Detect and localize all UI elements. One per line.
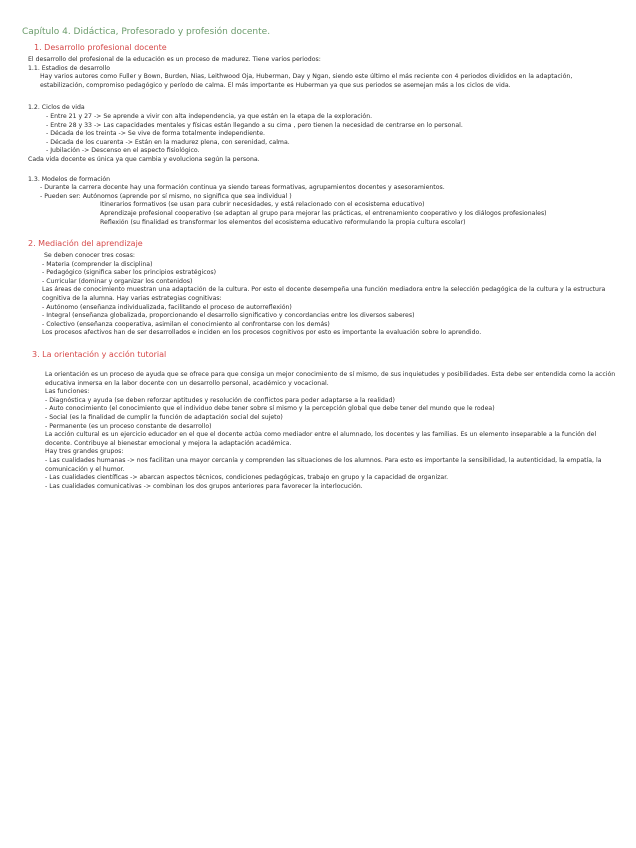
strategy-item: - Colectivo (enseñanza cooperativa, asimilan el conocimiento al confrontarse con los demás) — [42, 320, 330, 328]
subsection-1-2-title: 1.2. Ciclos de vida — [28, 104, 85, 112]
section-2-title: 2. Mediación del aprendizaje — [28, 239, 143, 249]
cycle-item: - Década de los cuarenta -> Están en la madurez plena, con serenidad, calma. — [46, 138, 290, 146]
cycle-item: - Década de los treinta -> Se vive de forma totalmente independiente. — [46, 130, 266, 138]
strategy-item: - Integral (enseñanza globalizada, proporcionando el desarrollo significativo y concordancias entre los diversos saberes) — [42, 312, 415, 320]
subsection-1-1-title: 1.1. Estadios de desarrollo — [28, 64, 111, 72]
model-item: - Pueden ser: Autónomos (aprende por sí mismo, no significa que sea individual ) — [40, 192, 292, 200]
group-item: - Las cualidades científicas -> abarcan aspectos técnicos, condiciones pedagógicas, trabajo en grupo y la capacidad de organizar. — [45, 474, 449, 482]
function-item: - Permanente (es un proceso constante de desarrollo) — [45, 422, 212, 430]
function-item: - Social (es la finalidad de cumplir la función de adaptación social del sujeto) — [45, 414, 283, 421]
section-2-line: Se deben conocer tres cosas: — [44, 252, 136, 260]
section-3-title: 3. La orientación y acción tutorial — [32, 350, 167, 360]
cycle-item: - Entre 28 y 33 -> Las capacidades mentales y físicas están llegando a su cima , pero tienen la necesidad de centrarse en lo personal. — [46, 121, 463, 129]
section-2-line: - Curricular (dominar y organizar los contenidos) — [42, 277, 193, 285]
model-subitem: Reflexión (su finalidad es transformar los elementos del ecosistema educativo reformulando la propia cultura escolar) — [100, 218, 466, 226]
cycles-closing: Cada vida docente es única ya que cambia y evoluciona según la persona. — [28, 155, 260, 163]
subsection-1-1-text: Hay varios autores como Fuller y Bown, Burden, Nias, Leithwood Oja, Huberman, Day y Ngan, siendo este último el más reciente con 4 periodos divididos en la adaptación, estabilización, compromiso pedagógico y período de calma. El más importante es Huberman ya que sus periodos se asemejan más a los ciclos de vida. — [40, 73, 573, 89]
section-2-line: - Pedagógico (significa saber los principios estratégicos) — [42, 269, 217, 277]
cycle-item: - Entre 21 y 27 -> Se aprende a vivir con alta independencia, ya que están en la etapa de la exploración. — [46, 112, 373, 120]
groups-heading: Hay tres grandes grupos: — [45, 448, 124, 456]
section-2-line: - Materia (comprender la disciplina) — [42, 260, 153, 268]
model-subitem: Itinerarios formativos (se usan para cubrir necesidades, y está relacionado con el ecosistema educativo) — [100, 201, 425, 209]
group-item: - Las cualidades humanas -> nos facilitan una mayor cercanía y comprenden las situaciones de los alumnos. Para esto es importante la sensibilidad, la autenticidad, la empatía, la comunicación y el humor. — [45, 456, 602, 473]
section-1-title: 1. Desarrollo profesional docente — [34, 43, 167, 52]
model-subitem: Aprendizaje profesional cooperativo (se adaptan al grupo para mejorar las prácticas, el entrenamiento cooperativo y los diálogos profesionales) — [100, 209, 547, 217]
section-2-closing: Los procesos afectivos han de ser desarrollados e inciden en los procesos cognitivos por esto es importante la evaluación sobre lo aprendido. — [42, 329, 482, 337]
group-item: - Las cualidades comunicativas -> combinan los dos grupos anteriores para favorecer la interlocución. — [45, 482, 363, 490]
chapter-title: Capítulo 4. Didáctica, Profesorado y profesión docente. — [22, 27, 271, 37]
section-1-intro: El desarrollo del profesional de la educación es un proceso de madurez. Tiene varios periodos: — [28, 56, 321, 63]
function-item: - Diagnóstica y ayuda (se deben reforzar aptitudes y resolución de conflictos para poder adaptarse a la realidad) — [45, 396, 395, 404]
strategy-item: - Autónomo (enseñanza individualizada, facilitando el proceso de autorreflexión) — [42, 303, 292, 311]
cycle-item: - Jubilación -> Descenso en el aspecto fisiológico. — [46, 147, 200, 155]
section-2-paragraph: Las áreas de conocimiento muestran una adaptación de la cultura. Por esto el docente desempeña una función mediadora entre la selección pedagógica de la cultura y la estructura cognitiva de la alumna. Hay varias estrategias cognitivas: — [42, 286, 606, 303]
section-3-paragraph-2: La acción cultural es un ejercicio educador en el que el docente actúa como mediador entre el alumnado, los docentes y las familias. Es un elemento inseparable a la función del docente. Contribuye al bienestar emocional y mejora la adaptación académica. — [45, 431, 597, 447]
function-item: - Auto conocimiento (el conocimiento que el individuo debe tener sobre sí mismo y la percepción global que debe tener del mundo que le rodea) — [45, 405, 495, 413]
subsection-1-3-title: 1.3. Modelos de formación — [28, 175, 111, 183]
functions-heading: Las funciones: — [45, 388, 90, 396]
model-item: - Durante la carrera docente hay una formación continua ya siendo tareas formativas, agrupamientos docentes y asesoramientos. — [40, 184, 445, 192]
section-3-paragraph: La orientación es un proceso de ayuda que se ofrece para que consiga un mejor conocimiento de sí mismo, de sus inquietudes y posibilidades. Esta debe ser entendida como la acción educativa inmersa en la labor docente con un desarrollo personal, académico y vocacional. — [45, 371, 616, 387]
